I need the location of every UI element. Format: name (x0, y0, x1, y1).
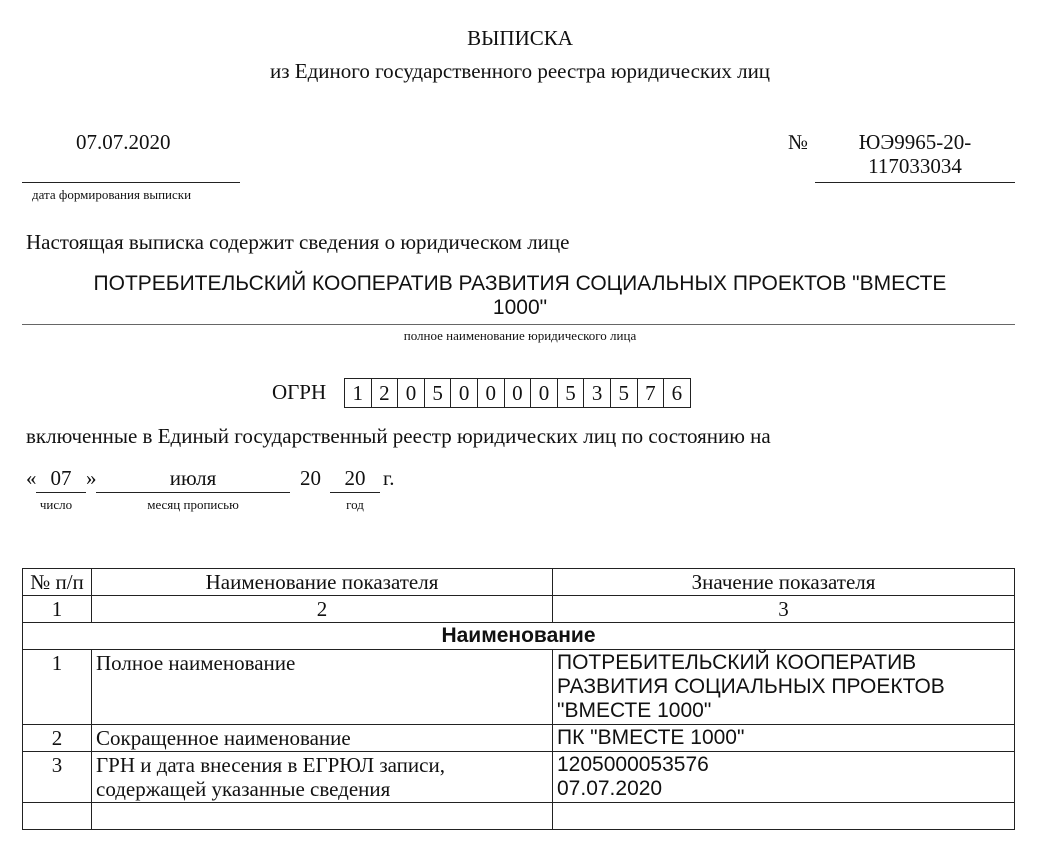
company-name-line1: ПОТРЕБИТЕЛЬСКИЙ КООПЕРАТИВ РАЗВИТИЯ СОЦИАЛЬНЫХ ПРОЕКТОВ "ВМЕСТЕ (93, 272, 947, 295)
table-row-cut-off (23, 803, 1015, 830)
row-name: Полное наименование (92, 650, 553, 725)
ogrn-digit: 6 (671, 381, 683, 405)
row-name: Сокращенное наименование (92, 725, 553, 752)
row-value (553, 650, 1015, 725)
state-year-underline (330, 492, 380, 493)
number-sign: № (788, 130, 809, 154)
row-number: 3 (23, 752, 92, 803)
header-indicator-name: Наименование показателя (92, 569, 553, 596)
extract-number-line2: 117033034 (868, 154, 962, 178)
intro-text: Настоящая выписка содержит сведения о юридическом лице (26, 230, 570, 254)
row-number (23, 803, 92, 830)
table-row (23, 752, 1015, 803)
row-name-line: содержащей указанные сведения (96, 777, 391, 801)
ogrn-digit-boxes (344, 378, 691, 408)
formation-date: 07.07.2020 (76, 130, 171, 154)
extract-number-underline (815, 182, 1015, 183)
state-day-underline (36, 492, 86, 493)
state-century: 20 (300, 466, 321, 490)
open-quote: « (26, 466, 37, 490)
row-value-line: ПОТРЕБИТЕЛЬСКИЙ КООПЕРАТИВ (557, 651, 917, 674)
close-quote: » (86, 466, 97, 490)
state-day-caption: число (39, 497, 73, 512)
header-indicator-value: Значение показателя (553, 569, 1015, 596)
row-value-line: 07.07.2020 (557, 777, 663, 800)
table-header-row (23, 569, 1015, 596)
state-year-suffix: г. (383, 466, 395, 490)
ogrn-digit: 5 (558, 379, 585, 407)
table-col-numbers-row (23, 596, 1015, 623)
ogrn-digit: 1 (345, 379, 372, 407)
state-month-underline (96, 492, 290, 493)
ogrn-label: ОГРН (272, 380, 327, 404)
ogrn-digit: 0 (531, 379, 558, 407)
state-month-caption: месяц прописью (147, 497, 239, 512)
state-year-caption: год (346, 497, 364, 512)
row-value-line: "ВМЕСТЕ 1000" (557, 699, 712, 722)
formation-date-underline (22, 182, 240, 183)
ogrn-digit: 0 (478, 379, 505, 407)
extract-number (815, 130, 1015, 178)
section-title: Наименование (23, 623, 1015, 650)
ogrn-digit: 7 (638, 379, 665, 407)
company-name-underline (22, 324, 1015, 325)
row-number: 1 (23, 650, 92, 725)
row-number: 2 (23, 725, 92, 752)
col-number: 1 (23, 596, 92, 623)
row-value-line: РАЗВИТИЯ СОЦИАЛЬНЫХ ПРОЕКТОВ (557, 675, 945, 698)
formation-date-caption: дата формирования выписки (32, 187, 192, 202)
company-full-name (24, 272, 1016, 320)
header-num: № п/п (23, 569, 92, 596)
ogrn-digit: 0 (398, 379, 425, 407)
row-value (553, 752, 1015, 803)
ogrn-digit: 2 (372, 379, 399, 407)
row-name (92, 752, 553, 803)
ogrn-digit: 0 (451, 379, 478, 407)
row-name-line: ГРН и дата внесения в ЕГРЮЛ записи, (96, 753, 445, 777)
row-value-line: 1205000053576 (557, 753, 709, 776)
row-name (92, 803, 553, 830)
row-value: ПК "ВМЕСТЕ 1000" (553, 725, 1015, 752)
ogrn-digit: 3 (584, 379, 611, 407)
ogrn-digit: 5 (611, 379, 638, 407)
company-name-caption: полное наименование юридического лица (403, 328, 637, 343)
ogrn-digit: 0 (505, 379, 532, 407)
extract-number-line1: ЮЭ9965-20- (858, 130, 972, 154)
extract-table (22, 568, 1015, 830)
row-value (553, 803, 1015, 830)
included-text: включенные в Единый государственный реестр юридических лиц по состоянию на (26, 424, 771, 448)
document-subtitle: из Единого государственного реестра юридических лиц (269, 59, 771, 83)
col-number: 3 (553, 596, 1015, 623)
document-title: ВЫПИСКА (467, 26, 573, 50)
table-row (23, 650, 1015, 725)
state-year: 20 (344, 466, 366, 490)
state-day: 07 (50, 466, 72, 490)
table-row (23, 725, 1015, 752)
ogrn-digit: 5 (425, 379, 452, 407)
table-section-row (23, 623, 1015, 650)
company-name-line2: 1000" (492, 296, 548, 319)
col-number: 2 (92, 596, 553, 623)
state-month: июля (169, 466, 217, 490)
